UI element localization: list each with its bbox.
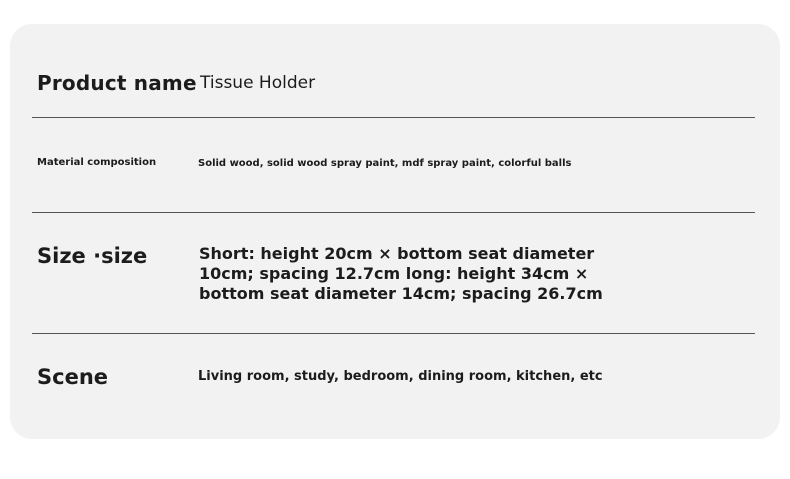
spec-label-material: Material composition bbox=[37, 157, 157, 168]
spec-label-size: Size ·size bbox=[37, 244, 148, 268]
row-divider bbox=[32, 333, 755, 334]
spec-label-product-name: Product name bbox=[37, 71, 197, 95]
spec-label-scene: Scene bbox=[37, 365, 109, 389]
row-divider bbox=[32, 117, 755, 118]
spec-value-product-name: Tissue Holder bbox=[200, 73, 316, 93]
row-divider bbox=[32, 212, 755, 213]
spec-card bbox=[10, 24, 780, 439]
spec-value-scene: Living room, study, bedroom, dining room, kitchen, etc bbox=[198, 369, 603, 384]
spec-value-material: Solid wood, solid wood spray paint, mdf spray paint, colorful balls bbox=[198, 158, 572, 169]
spec-value-size: Short: height 20cm × bottom seat diameter 10cm; spacing 12.7cm long: height 34cm × bottom seat diameter 14cm; spacing 26.7cm bbox=[199, 244, 603, 303]
